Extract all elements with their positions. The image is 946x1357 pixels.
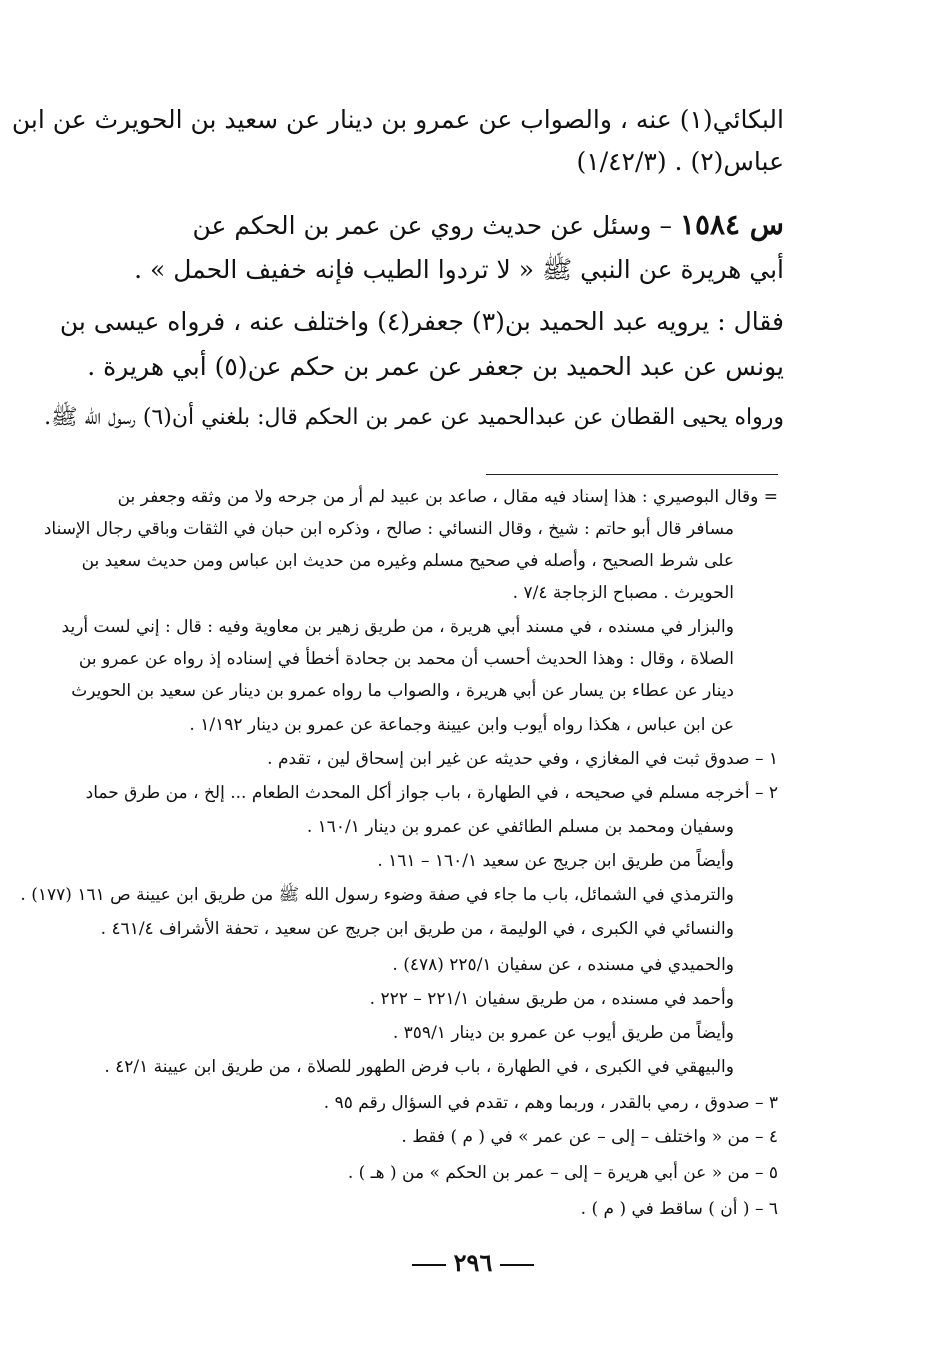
footnote-line: ٢ – أخرجه مسلم في صحيحه ، في الطهارة ، باب جواز أكل المحدث الطعام ... إلخ ، من طرق حماد xyxy=(85,783,778,803)
footnote-separator xyxy=(486,474,778,475)
question-line xyxy=(84,205,784,246)
footnote-line: الحويرث . مصباح الزجاجة ٧/٤ . xyxy=(512,583,734,603)
main-text-line-7: ورواه يحيى القطان عن عبدالحميد عن عمر بن الحكم قال: بلغني أن(٦) رسول الله ﷺ. xyxy=(44,405,784,430)
footnote-line: ٥ – من « عن أبي هريرة – إلى – عمر بن الحكم » من ( هـ ) . xyxy=(347,1163,778,1183)
footnote-line: دينار عن عطاء بن يسار عن أبي هريرة ، والصواب ما رواه عمرو بن دينار عن سعيد بن الحويرث xyxy=(71,681,734,701)
footnote-line: وأيضاً من طريق أيوب عن عمرو بن دينار ٣٥٩/١ . xyxy=(392,1023,734,1043)
main-text-line-2: عباس(٢) . (١/٤٢/٣) xyxy=(576,147,784,176)
footnote-line: مسافر قال أبو حاتم : شيخ ، وقال النسائي : صالح ، وذكره ابن حبان في الثقات وباقي رجال الإسناد xyxy=(43,519,734,539)
main-text-line-6: يونس عن عبد الحميد بن جعفر عن عمر بن حكم عن(٥) أبي هريرة . xyxy=(87,352,784,381)
page-number-dash xyxy=(412,1264,446,1266)
footnote-line: عن ابن عباس ، هكذا رواه أيوب وابن عيينة وجماعة عن عمرو بن دينار ١/١٩٢ . xyxy=(189,715,734,735)
footnote-line: والترمذي في الشمائل، باب ما جاء في صفة وضوء رسول الله ﷺ من طريق ابن عيينة ص ١٦١ (١٧٧) . xyxy=(20,885,734,905)
footnote-line: والبزار في مسنده ، في مسند أبي هريرة ، من طريق زهير بن معاوية وفيه : قال : إني لست أريد xyxy=(61,617,734,637)
footnote-line: ١ – صدوق ثبت في المغازي ، وفي حديثه عن غير ابن إسحاق لين ، تقدم . xyxy=(267,749,778,769)
main-text-line-5: فقال : يرويه عبد الحميد بن(٣) جعفر(٤) واختلف عنه ، فرواه عيسى بن xyxy=(59,307,784,336)
page-number xyxy=(0,1248,946,1277)
footnote-line: = وقال البوصيري : هذا إسناد فيه مقال ، صاعد بن عبيد لم أر من جرحه ولا من وثقه وجعفر بن xyxy=(117,487,778,507)
page-number-dash xyxy=(500,1264,534,1266)
footnote-line: والحميدي في مسنده ، عن سفيان ٢٢٥/١ (٤٧٨) . xyxy=(392,955,734,975)
footnote-line: الصلاة ، وقال : وهذا الحديث أحسب أن محمد بن جحادة أخطأ في إسناده إذ رواه عن عمرو بن xyxy=(78,649,734,669)
question-number: س ١٥٨٤ xyxy=(679,208,784,241)
footnote-line: والبيهقي في الكبرى ، في الطهارة ، باب فرض الطهور للصلاة ، من طريق ابن عيينة ٤٢/١ . xyxy=(104,1057,734,1077)
footnote-line: وأيضاً من طريق ابن جريج عن سعيد ١٦٠/١ – ١٦١ . xyxy=(377,851,734,871)
footnote-line: ٣ – صدوق ، رمي بالقدر ، وربما وهم ، تقدم في السؤال رقم ٩٥ . xyxy=(323,1093,778,1113)
question-text: – وسئل عن حديث روي عن عمر بن الحكم عن xyxy=(192,211,672,240)
footnote-line: وسفيان ومحمد بن مسلم الطائفي عن عمرو بن دينار ١٦٠/١ . xyxy=(306,817,734,837)
footnote-line: ٦ – ( أن ) ساقط في ( م ) . xyxy=(580,1199,778,1219)
footnote-line: والنسائي في الكبرى ، في الوليمة ، من طريق ابن جريج عن سعيد ، تحفة الأشراف ٤٦١/٤ . xyxy=(100,919,734,939)
main-text-line-4: أبي هريرة عن النبي ﷺ « لا تردوا الطيب فإنه خفيف الحمل » . xyxy=(134,255,784,284)
footnote-line: على شرط الصحيح ، وأصله في صحيح مسلم وغيره من حديث ابن عباس ومن حديث سعيد بن xyxy=(81,551,734,571)
footnote-line: ٤ – من « واختلف – إلى – عن عمر » في ( م ) فقط . xyxy=(401,1127,778,1147)
footnote-line: وأحمد في مسنده ، من طريق سفيان ٢٢١/١ – ٢٢٢ . xyxy=(369,989,734,1009)
page-number-text: ٢٩٦ xyxy=(453,1248,493,1277)
main-text-line-1: البكائي(١) عنه ، والصواب عن عمرو بن دينار عن سعيد بن الحويرث عن ابن xyxy=(11,105,784,134)
